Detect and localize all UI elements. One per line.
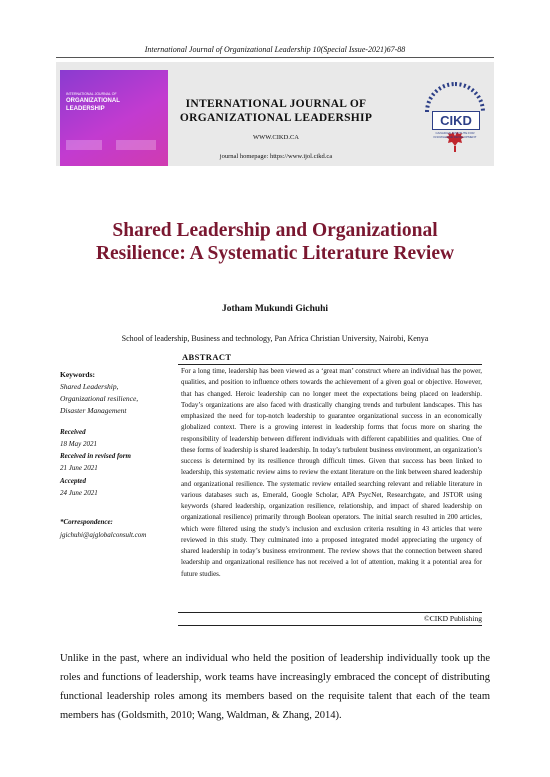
- received-date: 18 May 2021: [60, 440, 97, 448]
- author-name: Jotham Mukundi Gichuhi: [221, 304, 329, 314]
- abstract-rule-top: [178, 364, 482, 365]
- logo-subtext: CANADIAN INSTITUTE FOR KNOWLEDGE DEVELOPMENT: [433, 131, 477, 139]
- keyword-item: Disaster Management: [60, 406, 127, 415]
- cikd-logo: [420, 80, 490, 160]
- correspondence-label: *Correspondence:: [60, 518, 113, 526]
- publisher-credit: ©CIKD Publishing: [424, 614, 482, 623]
- logo-text: CIKD: [432, 111, 480, 130]
- received-label: Received: [60, 428, 86, 436]
- keyword-item: Organizational resilience,: [60, 394, 139, 403]
- keywords-label: Keywords:: [60, 370, 95, 379]
- intro-paragraph: Unlike in the past, where an individual who held the position of leadership individually took up the roles and functions of leadership, work teams have increasingly embraced the concept of distributing functional leadership roles among its members based on the requisite talent that each of the team members has (Goldsmith, 2010; Wang, Waldman, & Zhang, 2014).: [60, 653, 490, 721]
- revised-label: Received in revised form: [60, 452, 131, 460]
- journal-homepage: journal homepage: https://www.ijol.cikd.ca: [219, 153, 333, 160]
- journal-title: INTERNATIONAL JOURNAL OF ORGANIZATIONAL LEADERSHIP: [179, 98, 373, 124]
- accepted-label: Accepted: [60, 477, 87, 485]
- abstract-text: For a long time, leadership has been viewed as a ‘great man’ construct where an individual has the power, qualities, and position to influence others towards the achievement of a given goal or objective. However, that has changed. Heroic leadership can no longer meet the expectations being placed on leadership. Today’s organizations are also faced with drastically changing trends and turbulent landscapes. This has emphasized the need for top-notch leadership to guarantee organizational success in an economically globalized context. There is a growing interest in leadership forms that focus more on sharing the responsibility of leadership between different individuals with different capabilities and qualities. One of these forms of leadership is shared leadership. In today’s turbulent business environment, an organization’s success is determined by its resilience through difficult times. Given that success has been linked to leadership, this systematic review aims to review the extant literature on the link between shared leadership and organizational resilience. The systematic review entailed searching relevant and reliable literature in various databases such as, Emerald, Google Scholar, APA PsycNet, Researchgate, and JSTOR using keywords (shared leadership, organization resilience, relationship, and impact of shared leadership on organizational resilience) primarily through Boolean operators. The initial search resulted in 200 articles, which were filtered using the study’s inclusion and exclusion criteria resulting in 43 articles that were reviewed in this study. They culminated into a proposed integrated model appreciating the urgency of shared leadership in today’s business environment. The review shows that the connection between shared leadership and organizational resilience has not received a lot of attention, making it a potential area for future studies.: [181, 367, 482, 578]
- abstract-rule-bottom: [178, 612, 482, 613]
- correspondence-email[interactable]: jgichuhi@ajglobalconsult.com: [60, 531, 147, 539]
- header-rule: [56, 57, 494, 58]
- author-affiliation: School of leadership, Business and technology, Pan Africa Christian University, Nairobi, Kenya: [121, 334, 429, 343]
- journal-cover-image: [60, 70, 168, 166]
- accepted-date: 24 June 2021: [60, 489, 98, 497]
- keyword-item: Shared Leadership,: [60, 382, 119, 391]
- journal-website: WWW.CIKD.CA: [253, 134, 299, 141]
- abstract-heading: ABSTRACT: [182, 352, 232, 362]
- abstract-rule-end: [178, 625, 482, 626]
- cover-line-1: INTERNATIONAL JOURNAL OF: [66, 92, 117, 96]
- running-head: International Journal of Organizational Leadership 10(Special Issue-2021)67-88: [144, 45, 406, 54]
- cover-line-2: ORGANIZATIONAL: [66, 98, 120, 104]
- article-title: Shared Leadership and Organizational Resilience: A Systematic Literature Review: [95, 220, 455, 264]
- revised-date: 21 June 2021: [60, 464, 98, 472]
- cover-line-3: LEADERSHIP: [66, 106, 105, 112]
